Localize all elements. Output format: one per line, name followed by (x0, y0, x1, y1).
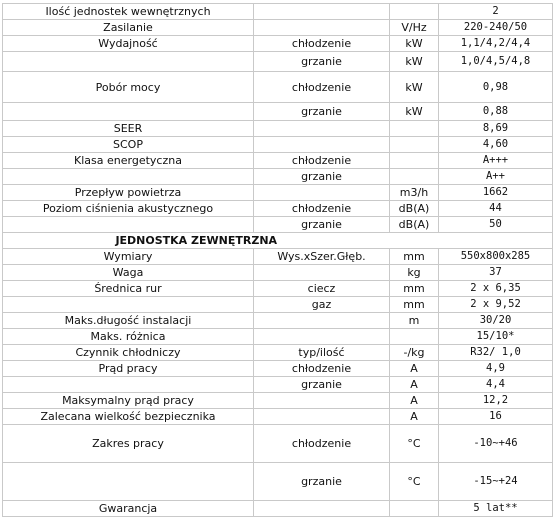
section-header-row (3, 233, 553, 249)
spec-mode (254, 137, 390, 153)
spec-label: Wymiary (3, 249, 254, 265)
spec-value: 4,4 (439, 377, 553, 393)
spec-row (3, 249, 553, 265)
spec-value: 12,2 (439, 393, 553, 409)
spec-mode (254, 4, 390, 20)
spec-mode: chłodzenie (254, 425, 390, 463)
spec-value: 4,60 (439, 137, 553, 153)
spec-value: 37 (439, 265, 553, 281)
spec-unit (390, 501, 439, 517)
spec-label: Średnica rur (3, 281, 254, 297)
spec-label (3, 217, 254, 233)
spec-mode: grzanie (254, 52, 390, 72)
spec-label (3, 297, 254, 313)
spec-value: 4,9 (439, 361, 553, 377)
spec-label: Ilość jednostek wewnętrznych (3, 4, 254, 20)
spec-row (3, 393, 553, 409)
section-title: JEDNOSTKA ZEWNĘTRZNA (3, 233, 390, 249)
spec-mode: grzanie (254, 217, 390, 233)
spec-value: 1,1/4,2/4,4 (439, 36, 553, 52)
spec-label: Prąd pracy (3, 361, 254, 377)
spec-mode (254, 121, 390, 137)
spec-row (3, 137, 553, 153)
spec-mode: typ/ilość (254, 345, 390, 361)
spec-value: A++ (439, 169, 553, 185)
spec-unit: mm (390, 249, 439, 265)
spec-row (3, 121, 553, 137)
spec-row (3, 377, 553, 393)
spec-row (3, 313, 553, 329)
spec-row (3, 201, 553, 217)
spec-value: 220-240/50 (439, 20, 553, 36)
section-filler (390, 233, 553, 249)
spec-row (3, 4, 553, 20)
spec-label (3, 169, 254, 185)
spec-mode: grzanie (254, 103, 390, 121)
spec-value: R32/ 1,0 (439, 345, 553, 361)
spec-row (3, 265, 553, 281)
spec-label: Wydajność (3, 36, 254, 52)
spec-value: 5 lat** (439, 501, 553, 517)
spec-unit: mm (390, 297, 439, 313)
spec-value: 1,0/4,5/4,8 (439, 52, 553, 72)
spec-unit: V/Hz (390, 20, 439, 36)
spec-mode (254, 409, 390, 425)
spec-row (3, 103, 553, 121)
spec-unit: °C (390, 425, 439, 463)
spec-row (3, 425, 553, 463)
spec-mode: ciecz (254, 281, 390, 297)
spec-label: Klasa energetyczna (3, 153, 254, 169)
spec-value: 0,98 (439, 72, 553, 103)
spec-mode (254, 393, 390, 409)
spec-label (3, 463, 254, 501)
spec-value: 0,88 (439, 103, 553, 121)
spec-label (3, 377, 254, 393)
spec-value: 2 (439, 4, 553, 20)
spec-unit: kW (390, 52, 439, 72)
spec-label: Maksymalny prąd pracy (3, 393, 254, 409)
spec-mode (254, 313, 390, 329)
spec-value: 550x800x285 (439, 249, 553, 265)
spec-row (3, 345, 553, 361)
spec-value: 50 (439, 217, 553, 233)
spec-unit: kW (390, 36, 439, 52)
spec-unit: mm (390, 281, 439, 297)
spec-mode (254, 185, 390, 201)
spec-unit: kW (390, 103, 439, 121)
spec-unit: dB(A) (390, 217, 439, 233)
spec-unit: kW (390, 72, 439, 103)
spec-mode (254, 20, 390, 36)
spec-unit (390, 137, 439, 153)
spec-value: A+++ (439, 153, 553, 169)
spec-mode: grzanie (254, 169, 390, 185)
spec-label: Zasilanie (3, 20, 254, 36)
spec-label: Zalecana wielkość bezpiecznika (3, 409, 254, 425)
spec-table-body (3, 4, 553, 517)
spec-mode: chłodzenie (254, 361, 390, 377)
spec-label: Poziom ciśnienia akustycznego (3, 201, 254, 217)
spec-mode: gaz (254, 297, 390, 313)
spec-value: 8,69 (439, 121, 553, 137)
spec-mode: chłodzenie (254, 153, 390, 169)
spec-table (2, 3, 553, 517)
spec-value: -10~+46 (439, 425, 553, 463)
spec-mode (254, 329, 390, 345)
spec-unit: A (390, 361, 439, 377)
spec-unit: °C (390, 463, 439, 501)
spec-unit: dB(A) (390, 201, 439, 217)
spec-row (3, 72, 553, 103)
spec-mode: grzanie (254, 377, 390, 393)
spec-row (3, 409, 553, 425)
spec-row (3, 185, 553, 201)
spec-value: 44 (439, 201, 553, 217)
spec-row (3, 329, 553, 345)
spec-row (3, 36, 553, 52)
spec-value: 2 x 6,35 (439, 281, 553, 297)
spec-unit (390, 169, 439, 185)
spec-label: Waga (3, 265, 254, 281)
spec-row (3, 463, 553, 501)
spec-mode (254, 501, 390, 517)
spec-row (3, 281, 553, 297)
spec-label: Zakres pracy (3, 425, 254, 463)
spec-row (3, 20, 553, 36)
spec-mode: chłodzenie (254, 201, 390, 217)
spec-unit: A (390, 393, 439, 409)
spec-label: SEER (3, 121, 254, 137)
spec-label: Maks.długość instalacji (3, 313, 254, 329)
spec-unit: kg (390, 265, 439, 281)
spec-label (3, 52, 254, 72)
spec-unit: m3/h (390, 185, 439, 201)
spec-label: Przepływ powietrza (3, 185, 254, 201)
spec-label: Gwarancja (3, 501, 254, 517)
spec-row (3, 52, 553, 72)
spec-unit (390, 153, 439, 169)
spec-value: 30/20 (439, 313, 553, 329)
spec-unit (390, 121, 439, 137)
spec-row (3, 501, 553, 517)
spec-mode: chłodzenie (254, 72, 390, 103)
spec-row (3, 153, 553, 169)
spec-row (3, 297, 553, 313)
spec-mode (254, 265, 390, 281)
spec-mode: chłodzenie (254, 36, 390, 52)
spec-label: SCOP (3, 137, 254, 153)
spec-value: 1662 (439, 185, 553, 201)
spec-row (3, 361, 553, 377)
spec-row (3, 217, 553, 233)
spec-value: 16 (439, 409, 553, 425)
spec-unit: -/kg (390, 345, 439, 361)
spec-label: Maks. różnica (3, 329, 254, 345)
spec-value: 2 x 9,52 (439, 297, 553, 313)
spec-label (3, 103, 254, 121)
spec-unit (390, 4, 439, 20)
spec-value: -15~+24 (439, 463, 553, 501)
spec-unit: A (390, 377, 439, 393)
spec-unit: A (390, 409, 439, 425)
spec-mode: Wys.xSzer.Głęb. (254, 249, 390, 265)
spec-label: Pobór mocy (3, 72, 254, 103)
spec-row (3, 169, 553, 185)
spec-mode: grzanie (254, 463, 390, 501)
spec-value: 15/10* (439, 329, 553, 345)
spec-label: Czynnik chłodniczy (3, 345, 254, 361)
spec-unit: m (390, 313, 439, 329)
spec-unit (390, 329, 439, 345)
